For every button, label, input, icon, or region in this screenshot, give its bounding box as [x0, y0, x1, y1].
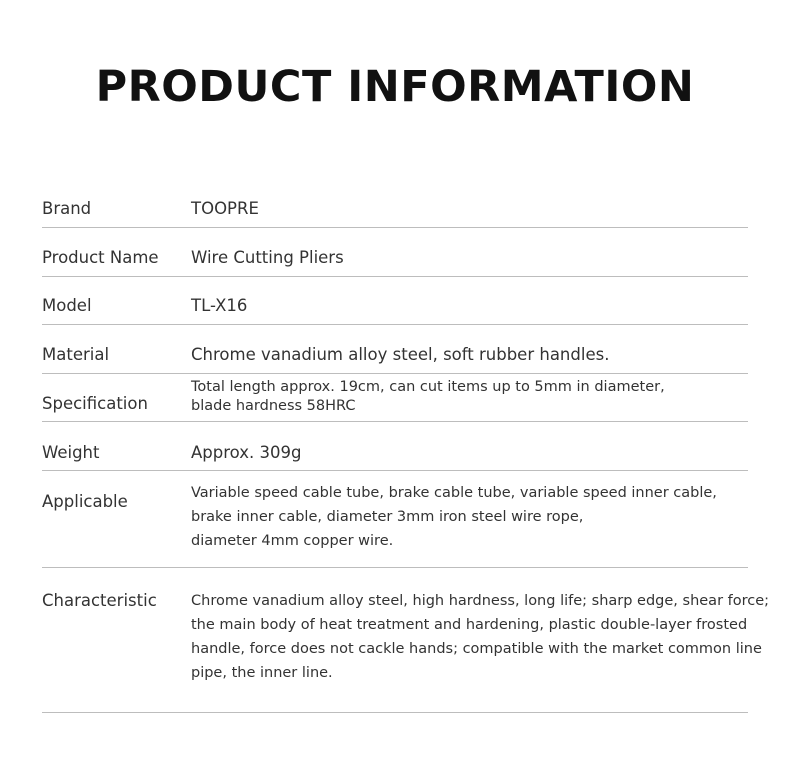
page-title: PRODUCT INFORMATION — [95, 62, 695, 112]
spec-row-model — [42, 277, 748, 325]
spec-value-line: handle, force does not cackle hands; compatible with the market common line — [191, 641, 762, 657]
spec-value-applicable — [191, 481, 717, 553]
spec-label-product-name: Product Name — [42, 248, 159, 267]
spec-value-line: pipe, the inner line. — [191, 665, 333, 681]
spec-value-line: diameter 4mm copper wire. — [191, 533, 394, 549]
spec-row-weight — [42, 422, 748, 471]
spec-label-model: Model — [42, 296, 92, 315]
spec-row-characteristic — [42, 568, 770, 713]
spec-value-product-name: Wire Cutting Pliers — [191, 248, 344, 267]
spec-row-product-name — [42, 228, 748, 277]
spec-value-line: Variable speed cable tube, brake cable tube, variable speed inner cable, — [191, 485, 717, 501]
spec-row-brand — [42, 180, 748, 228]
spec-label-brand: Brand — [42, 199, 92, 218]
spec-row-specification — [42, 374, 748, 422]
spec-value-characteristic — [191, 589, 769, 685]
spec-value-weight: Approx. 309g — [191, 443, 302, 462]
spec-value-line: Chrome vanadium alloy steel, high hardness, long life; sharp edge, shear force; — [191, 593, 770, 609]
spec-row-applicable — [42, 471, 748, 568]
spec-value-line: Total length approx. 19cm, can cut items up to 5mm in diameter, — [191, 379, 665, 395]
spec-value-material: Chrome vanadium alloy steel, soft rubber handles. — [191, 345, 610, 364]
spec-label-characteristic: Characteristic — [42, 591, 157, 610]
spec-row-material — [42, 325, 748, 374]
spec-label-material: Material — [42, 345, 110, 364]
spec-label-weight: Weight — [42, 443, 100, 462]
spec-value-line: blade hardness 58HRC — [191, 398, 356, 414]
spec-value-line: the main body of heat treatment and hardening, plastic double-layer frosted — [191, 617, 748, 633]
spec-label-specification: Specification — [42, 394, 148, 413]
spec-value-specification — [191, 378, 665, 416]
spec-label-applicable: Applicable — [42, 492, 128, 511]
spec-value-line: brake inner cable, diameter 3mm iron steel wire rope, — [191, 509, 584, 525]
spec-value-model: TL-X16 — [191, 296, 248, 315]
spec-value-brand: TOOPRE — [191, 199, 259, 218]
